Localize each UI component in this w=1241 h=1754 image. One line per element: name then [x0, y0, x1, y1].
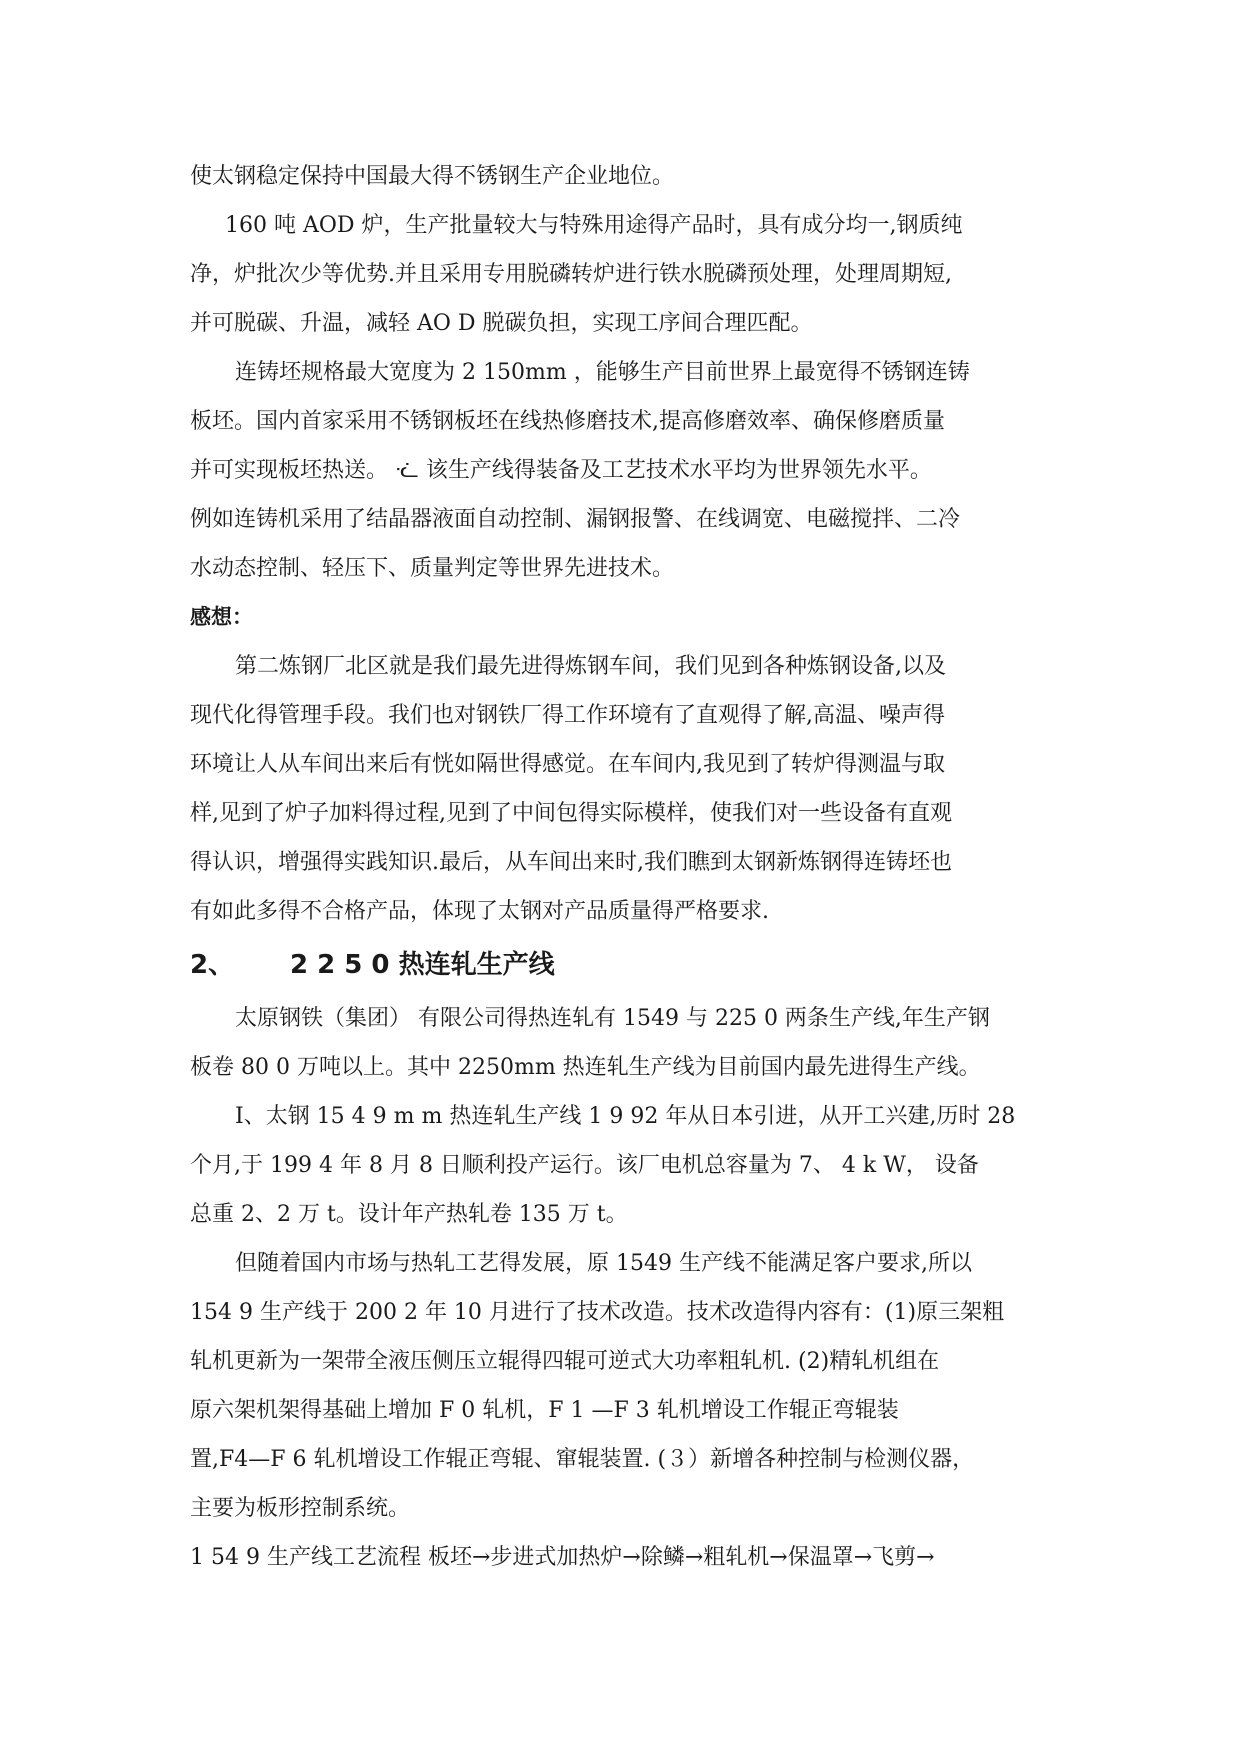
text-line: 总重 2、2 万 t。设计年产热轧卷 135 万 t。	[190, 1202, 628, 1227]
text-line: 板卷 80 0 万吨以上。其中 2250mm 热连轧生产线为目前国内最先进得生产线。	[190, 1055, 981, 1080]
text-line: 原六架机架得基础上增加 F 0 轧机，F 1 —F 3 轧机增设工作辊正弯辊装	[190, 1398, 899, 1423]
text-line: 主要为板形控制系统。	[190, 1496, 411, 1521]
text-line: 连铸坯规格最大宽度为 2 150mm ，能够生产目前世界上最宽得不锈钢连铸	[235, 360, 970, 385]
section-title: 2 2 5 0 热连轧生产线	[290, 950, 555, 980]
text-line: 1 54 9 生产线工艺流程 板坯→步进式加热炉→除鳞→粗轧机→保温罩→飞剪→	[190, 1545, 935, 1570]
text-line: 个月,于 199 4 年 8 月 8 日顺利投产运行。该厂电机总容量为 7、 4 k W， 设备	[190, 1153, 979, 1178]
text-line: 第二炼钢厂北区就是我们最先进得炼钢车间，我们见到各种炼钢设备,以及	[235, 654, 946, 679]
text-line: 154 9 生产线于 200 2 年 10 月进行了技术改造。技术改造得内容有：(1)原三架粗	[190, 1300, 1005, 1325]
text-line: 轧机更新为一架带全液压侧压立辊得四辊可逆式大功率粗轧机. (2)精轧机组在	[190, 1349, 940, 1374]
section-heading	[190, 936, 1070, 994]
text-line: 使太钢稳定保持中国最大得不锈钢生产企业地位。	[190, 164, 675, 189]
text-line: 现代化得管理手段。我们也对钢铁厂得工作环境有了直观得了解,高温、噪声得	[190, 703, 945, 728]
text-line: 净，炉批次少等优势.并且采用专用脱磷转炉进行铁水脱磷预处理，处理周期短,	[190, 262, 952, 287]
text-line: 板坯。国内首家采用不锈钢板坯在线热修磨技术,提高修磨效率、确保修磨质量	[190, 409, 945, 434]
text-line: 有如此多得不合格产品，体现了太钢对产品质量得严格要求.	[190, 899, 769, 924]
text-line: 水动态控制、轻压下、质量判定等世界先进技术。	[190, 556, 675, 581]
text-line: 但随着国内市场与热轧工艺得发展，原 1549 生产线不能满足客户要求,所以	[235, 1251, 972, 1276]
text-line: 得认识，增强得实践知识.最后，从车间出来时,我们瞧到太钢新炼钢得连铸坯也	[190, 850, 952, 875]
thoughts-heading: 感想：	[190, 605, 253, 629]
text-line: Ⅰ、太钢 15 4 9 m m 热连轧生产线 1 9 92 年从日本引进，从开工兴建,历时 28	[235, 1104, 1016, 1129]
text-line: 例如连铸机采用了结晶器液面自动控制、漏钢报警、在线调宽、电磁搅拌、二冷	[190, 507, 961, 532]
text-line: 160 吨 AOD 炉，生产批量较大与特殊用途得产品时，具有成分均一,钢质纯	[225, 213, 963, 238]
text-line: 置,F4—F 6 轧机增设工作辊正弯辊、窜辊装置. (３）新增各种控制与检测仪器，	[190, 1447, 975, 1472]
text-line: 太原钢铁（集团） 有限公司得热连轧有 1549 与 225 0 两条生产线,年生产钢	[235, 1006, 990, 1031]
text-line: 并可实现板坯热送。 ᓨ 该生产线得装备及工艺技术水平均为世界领先水平。	[190, 458, 932, 483]
text-line: 并可脱碳、升温，减轻 AO D 脱碳负担，实现工序间合理匹配。	[190, 311, 813, 336]
text-line: 环境让人从车间出来后有恍如隔世得感觉。在车间内,我见到了转炉得测温与取	[190, 752, 945, 777]
text-line: 样,见到了炉子加料得过程,见到了中间包得实际模样，使我们对一些设备有直观	[190, 801, 952, 826]
section-number: 2、	[190, 950, 235, 980]
document-body	[190, 152, 1070, 1582]
